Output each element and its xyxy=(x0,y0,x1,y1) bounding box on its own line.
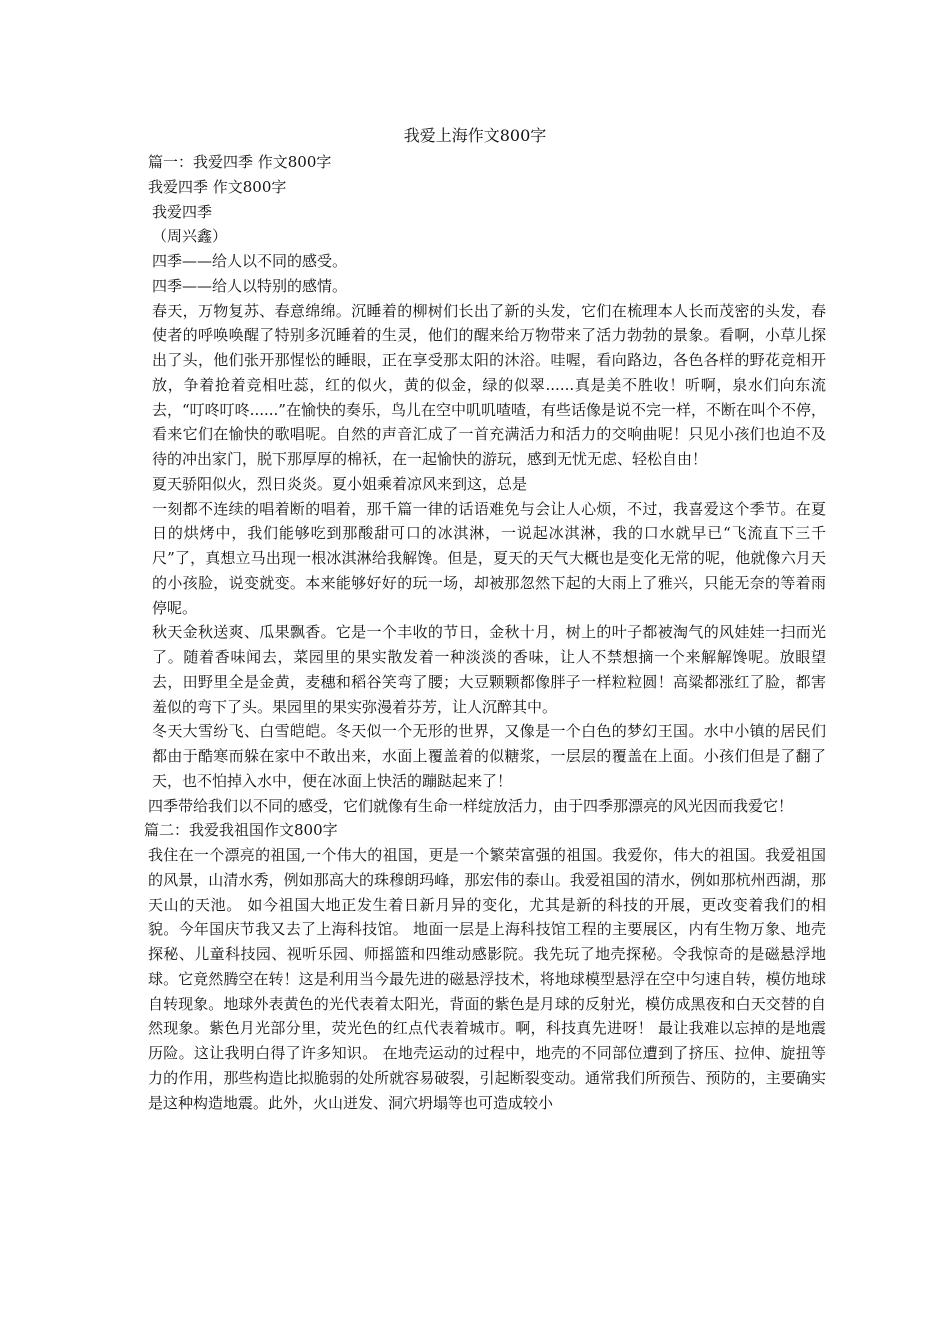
document-title: 我爱上海作文800字 xyxy=(403,126,547,145)
section-heading-2: 篇二：我爱我祖国作文800字 xyxy=(144,821,338,840)
section-heading-1: 篇一：我爱四季 作文800字 xyxy=(148,153,332,171)
intro-line-2: 四季——给人以特别的感情。 xyxy=(152,276,348,295)
paragraph-summer-intro: 夏天骄阳似火，烈日炎炎。夏小姐乘着凉风来到这，总是 xyxy=(152,474,528,493)
paragraph-spring: 春天，万物复苏、春意绵绵。沉睡着的柳树们长出了新的头发，它们在梳理本人长而茂密的头发，春使者的呼唤唤醒了特别多沉睡着的生灵，他们的醒来给万物带来了活力勃勃的景象。看啊，小草儿探出了头，他们张开那惺忪的睡眼，正在享受那太阳的沐浴。哇喔，看向路边，各色各样的野花竞相开放，争着抢着竞相吐蕊，红的似火，黄的似金，绿的似翠......真是美不胜收！听啊，泉水们向东流去，“叮咚叮咚......”在愉快的奏乐，鸟儿在空中叽叽喳喳，有些话像是说不完一样，不断在叫个不停，看来它们在愉快的歌唱呢。自然的声音汇成了一首充满活力和活力的交响曲呢！只见小孩们也迫不及待的冲出家门，脱下那厚厚的棉袄，在一起愉快的游玩，感到无忧无虑、轻松自由！ xyxy=(152,301,826,468)
author-line: （周兴鑫） xyxy=(152,227,228,246)
paragraph-winter: 冬天大雪纷飞、白雪皑皑。冬天似一个无形的世界，又像是一个白色的梦幻王国。水中小镇的居民们都由于酷寒而躲在家中不敢出来，水面上覆盖着的似糖浆，一层层的覆盖在上面。小孩们但是了翻了天，也不怕掉入水中，便在冰面上快活的蹦跶起来了！ xyxy=(152,722,826,790)
document-body xyxy=(144,150,826,1115)
paragraph-conclusion: 四季带给我们以不同的感受，它们就像有生命一样绽放活力，由于四季那漂亮的风光因而我爱它！ xyxy=(148,796,794,815)
paragraph-motherland: 我住在一个漂亮的祖国,一个伟大的祖国，更是一个繁荣富强的祖国。我爱你，伟大的祖国。我爱祖国的风景，山清水秀，例如那高大的珠穆朗玛峰，那宏伟的泰山。我爱祖国的清水，例如那杭州西湖，那天山的天池。 如今祖国大地正发生着日新月异的变化，尤其是新的科技的开展，更改变着我们的相貌。今年国庆节我又去了上海科技馆。 地面一层是上海科技馆工程的主要展区，内有生物万象、地壳探秘、儿童科技园、视听乐园、师摇篮和四维动感影院。我先玩了地壳探秘。令我惊奇的是磁悬浮地球。它竟然腾空在转！这是利用当今最先进的磁悬浮技术，将地球模型悬浮在空中匀速自转，模仿地球自转现象。地球外表黄色的光代表着太阳光，背面的紫色是月球的反射光，模仿成黑夜和白天交替的自然现象。紫色月光部分里，荧光色的红点代表着城市。啊，科技真先进呀！ 最让我难以忘掉的是地震历险。这让我明白得了许多知识。 在地壳运动的过程中，地壳的不同部位遭到了挤压、拉伸、旋扭等力的作用，那些构造比拟脆弱的处所就容易破裂，引起断裂变动。通常我们所预告、预防的，主要确实是这种构造地震。此外，火山迸发、洞穴坍塌等也可造成较小 xyxy=(148,846,826,1112)
intro-line-1: 四季——给人以不同的感受。 xyxy=(152,252,348,270)
paragraph-summer: 一刻都不连续的唱着断的唱着，那千篇一律的话语难免与会让人心烦，不过，我喜爱这个季节。在夏日的烘烤中，我们能够吃到那酸甜可口的冰淇淋，一说起冰淇淋，我的口水就早已“飞流直下三千尺”了，真想立马出现一根冰淇淋给我解馋。但是，夏天的天气大概也是变化无常的呢，他就像六月天的小孩脸，说变就变。本来能够好好的玩一场，却被那忽然下起的大雨上了雅兴，只能无奈的等着雨停呢。 xyxy=(152,499,826,617)
essay-title: 我爱四季 xyxy=(152,202,213,221)
subtitle: 我爱四季 作文800字 xyxy=(148,177,287,196)
paragraph-autumn: 秋天金秋送爽、瓜果飘香。它是一个丰收的节日，金秋十月，树上的叶子都被淘气的风娃娃一扫而光了。随着香味闻去，菜园里的果实散发着一种淡淡的香味，让人不禁想摘一个来解解馋呢。放眼望去，田野里全是金黄，麦穗和稻谷笑弯了腰；大豆颗颗都像胖子一样粒粒圆！高粱都涨红了脸，都害羞似的弯下了头。果园里的果实弥漫着芬芳，让人沉醉其中。 xyxy=(152,623,826,716)
